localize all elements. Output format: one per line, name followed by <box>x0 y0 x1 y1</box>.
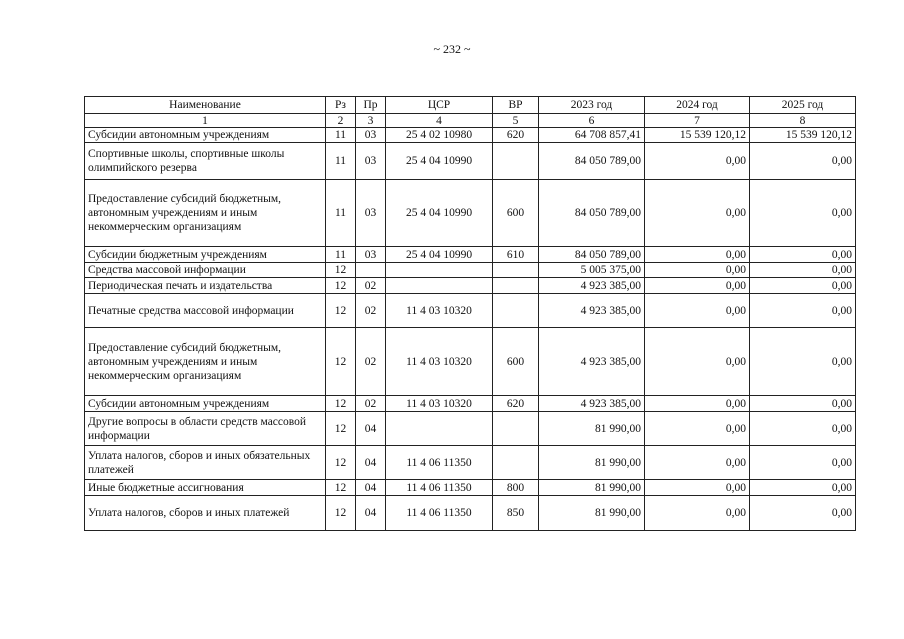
row-pr: 03 <box>356 247 386 263</box>
row-name: Другие вопросы в области средств массовой информации <box>85 412 326 446</box>
row-name: Спортивные школы, спортивные школы олимпийского резерва <box>85 143 326 180</box>
row-vr: 850 <box>493 496 539 531</box>
row-rz: 12 <box>326 328 356 396</box>
row-amount-2025: 0,00 <box>750 143 856 180</box>
table-row <box>85 143 856 180</box>
row-pr: 04 <box>356 496 386 531</box>
row-amount-2023: 84 050 789,00 <box>539 180 645 247</box>
table-row <box>85 446 856 480</box>
row-amount-2024: 0,00 <box>645 294 750 328</box>
row-pr: 03 <box>356 128 386 143</box>
budget-table <box>84 96 856 531</box>
row-csr: 11 4 03 10320 <box>386 396 493 412</box>
row-amount-2023: 84 050 789,00 <box>539 143 645 180</box>
row-csr: 11 4 06 11350 <box>386 480 493 496</box>
row-amount-2024: 0,00 <box>645 412 750 446</box>
row-amount-2024: 0,00 <box>645 396 750 412</box>
row-rz: 12 <box>326 294 356 328</box>
row-amount-2023: 4 923 385,00 <box>539 396 645 412</box>
row-pr: 02 <box>356 396 386 412</box>
row-csr: 11 4 06 11350 <box>386 446 493 480</box>
row-name: Субсидии автономным учреждениям <box>85 128 326 143</box>
row-amount-2024: 0,00 <box>645 263 750 278</box>
row-csr: 11 4 06 11350 <box>386 496 493 531</box>
column-number-row <box>85 114 856 128</box>
table-row <box>85 496 856 531</box>
row-rz: 12 <box>326 480 356 496</box>
row-amount-2024: 0,00 <box>645 247 750 263</box>
row-amount-2023: 81 990,00 <box>539 496 645 531</box>
row-amount-2025: 0,00 <box>750 247 856 263</box>
header-row <box>85 97 856 114</box>
table-row <box>85 480 856 496</box>
column-number: 7 <box>645 114 750 128</box>
row-pr: 04 <box>356 480 386 496</box>
row-amount-2025: 15 539 120,12 <box>750 128 856 143</box>
table-row <box>85 180 856 247</box>
row-pr <box>356 263 386 278</box>
column-number: 6 <box>539 114 645 128</box>
row-vr: 610 <box>493 247 539 263</box>
row-rz: 12 <box>326 263 356 278</box>
row-amount-2024: 0,00 <box>645 143 750 180</box>
column-number: 2 <box>326 114 356 128</box>
row-csr: 25 4 04 10990 <box>386 143 493 180</box>
row-amount-2023: 84 050 789,00 <box>539 247 645 263</box>
header-cell-2023: 2023 год <box>539 97 645 114</box>
row-amount-2025: 0,00 <box>750 278 856 294</box>
row-pr: 02 <box>356 294 386 328</box>
row-amount-2025: 0,00 <box>750 328 856 396</box>
header-cell-pr: Пр <box>356 97 386 114</box>
row-amount-2023: 81 990,00 <box>539 412 645 446</box>
row-csr: 11 4 03 10320 <box>386 294 493 328</box>
column-number: 1 <box>85 114 326 128</box>
column-number: 8 <box>750 114 856 128</box>
row-name: Предоставление субсидий бюджетным, автономным учреждениям и иным некоммерческим организациям <box>85 180 326 247</box>
row-amount-2024: 0,00 <box>645 180 750 247</box>
row-amount-2024: 0,00 <box>645 446 750 480</box>
page-number: ~ 232 ~ <box>433 42 471 56</box>
row-name: Уплата налогов, сборов и иных обязательных платежей <box>85 446 326 480</box>
row-name: Средства массовой информации <box>85 263 326 278</box>
row-amount-2025: 0,00 <box>750 412 856 446</box>
header-cell-csr: ЦСР <box>386 97 493 114</box>
row-name: Субсидии бюджетным учреждениям <box>85 247 326 263</box>
column-number: 4 <box>386 114 493 128</box>
row-amount-2025: 0,00 <box>750 294 856 328</box>
row-rz: 11 <box>326 180 356 247</box>
row-amount-2023: 5 005 375,00 <box>539 263 645 278</box>
header-cell-vr: ВР <box>493 97 539 114</box>
header-cell-2024: 2024 год <box>645 97 750 114</box>
table-row <box>85 396 856 412</box>
row-amount-2025: 0,00 <box>750 496 856 531</box>
row-amount-2023: 4 923 385,00 <box>539 328 645 396</box>
row-vr <box>493 143 539 180</box>
row-amount-2025: 0,00 <box>750 446 856 480</box>
row-amount-2025: 0,00 <box>750 480 856 496</box>
row-amount-2023: 4 923 385,00 <box>539 294 645 328</box>
row-csr: 25 4 02 10980 <box>386 128 493 143</box>
row-rz: 11 <box>326 143 356 180</box>
column-number: 3 <box>356 114 386 128</box>
table-row <box>85 247 856 263</box>
row-csr <box>386 412 493 446</box>
row-vr <box>493 412 539 446</box>
row-amount-2023: 4 923 385,00 <box>539 278 645 294</box>
table-row <box>85 412 856 446</box>
row-vr: 620 <box>493 128 539 143</box>
row-vr: 800 <box>493 480 539 496</box>
row-rz: 12 <box>326 278 356 294</box>
row-amount-2023: 64 708 857,41 <box>539 128 645 143</box>
row-amount-2024: 0,00 <box>645 480 750 496</box>
table-row <box>85 128 856 143</box>
header-cell-2025: 2025 год <box>750 97 856 114</box>
row-pr: 04 <box>356 446 386 480</box>
row-csr: 25 4 04 10990 <box>386 247 493 263</box>
row-pr: 03 <box>356 143 386 180</box>
row-pr: 03 <box>356 180 386 247</box>
row-name: Предоставление субсидий бюджетным, автономным учреждениям и иным некоммерческим организациям <box>85 328 326 396</box>
table-row <box>85 263 856 278</box>
row-vr <box>493 446 539 480</box>
row-name: Печатные средства массовой информации <box>85 294 326 328</box>
row-amount-2024: 0,00 <box>645 496 750 531</box>
row-vr <box>493 263 539 278</box>
row-csr <box>386 263 493 278</box>
row-amount-2025: 0,00 <box>750 396 856 412</box>
row-rz: 12 <box>326 396 356 412</box>
row-csr <box>386 278 493 294</box>
row-name: Субсидии автономным учреждениям <box>85 396 326 412</box>
row-amount-2024: 15 539 120,12 <box>645 128 750 143</box>
row-amount-2023: 81 990,00 <box>539 446 645 480</box>
row-csr: 25 4 04 10990 <box>386 180 493 247</box>
header-cell-rz: Рз <box>326 97 356 114</box>
row-vr: 600 <box>493 328 539 396</box>
row-amount-2023: 81 990,00 <box>539 480 645 496</box>
row-rz: 12 <box>326 496 356 531</box>
column-number: 5 <box>493 114 539 128</box>
row-pr: 04 <box>356 412 386 446</box>
row-vr <box>493 294 539 328</box>
row-amount-2024: 0,00 <box>645 328 750 396</box>
header-cell-name: Наименование <box>85 97 326 114</box>
row-name: Уплата налогов, сборов и иных платежей <box>85 496 326 531</box>
row-csr: 11 4 03 10320 <box>386 328 493 396</box>
row-amount-2025: 0,00 <box>750 263 856 278</box>
row-vr <box>493 278 539 294</box>
row-name: Периодическая печать и издательства <box>85 278 326 294</box>
table-row <box>85 278 856 294</box>
row-vr: 620 <box>493 396 539 412</box>
row-rz: 11 <box>326 247 356 263</box>
row-vr: 600 <box>493 180 539 247</box>
table-row <box>85 328 856 396</box>
table-row <box>85 294 856 328</box>
row-rz: 11 <box>326 128 356 143</box>
row-amount-2025: 0,00 <box>750 180 856 247</box>
row-rz: 12 <box>326 446 356 480</box>
row-amount-2024: 0,00 <box>645 278 750 294</box>
row-pr: 02 <box>356 328 386 396</box>
row-pr: 02 <box>356 278 386 294</box>
row-name: Иные бюджетные ассигнования <box>85 480 326 496</box>
row-rz: 12 <box>326 412 356 446</box>
